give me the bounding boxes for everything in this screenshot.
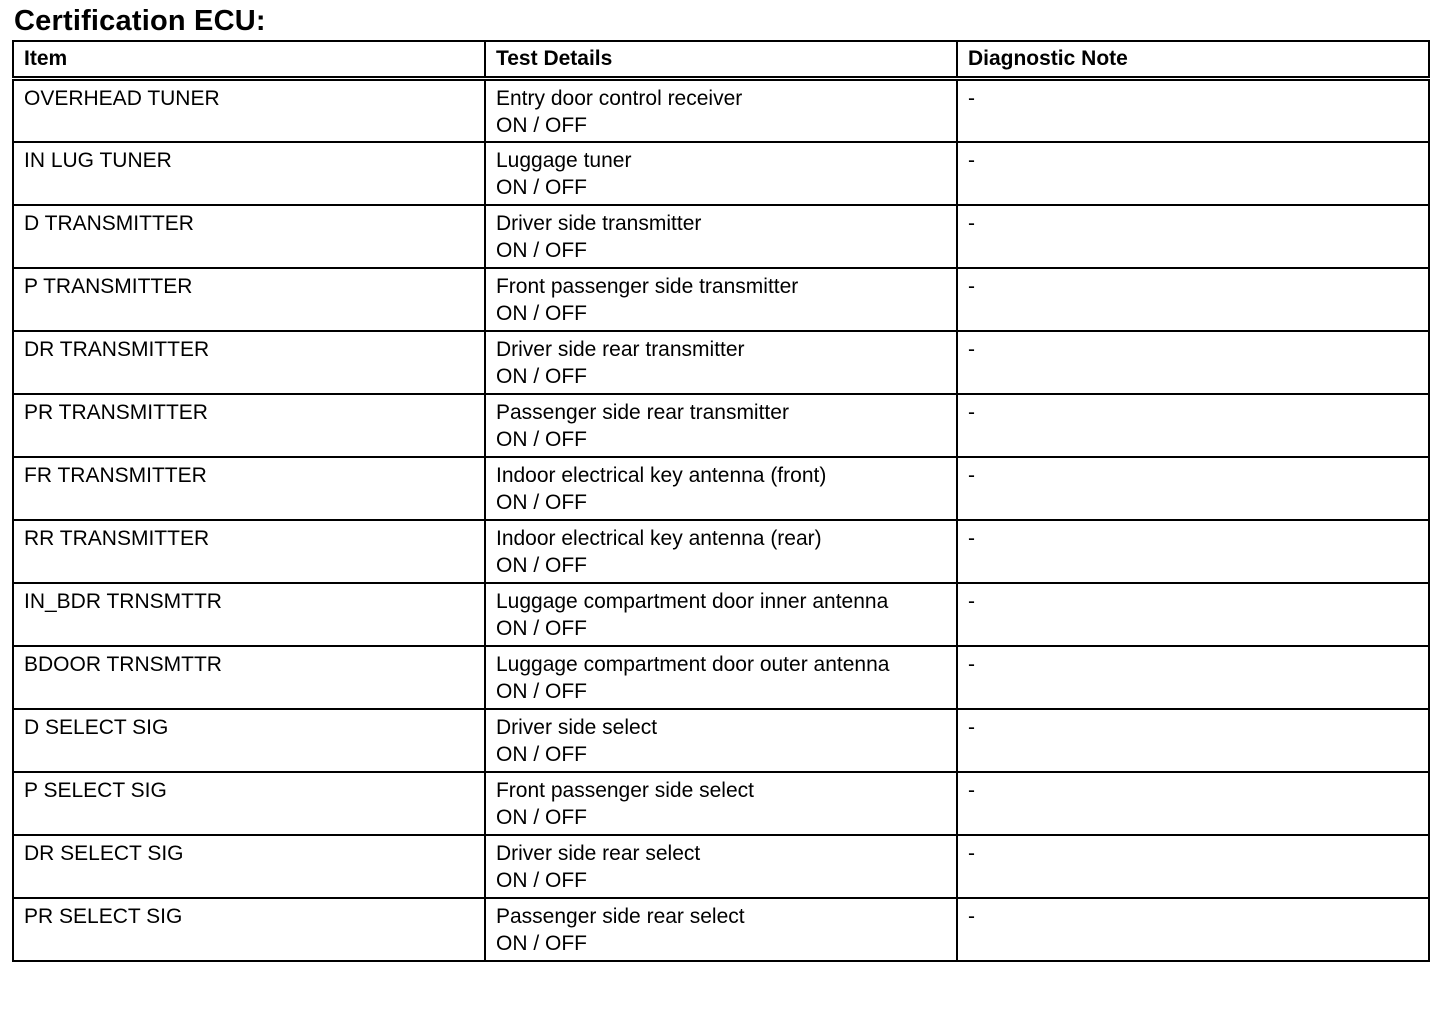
table-row <box>13 142 1429 205</box>
test-detail-description: Passenger side rear transmitter <box>495 400 789 424</box>
test-detail-state: ON / OFF <box>495 553 587 577</box>
test-detail-description: Indoor electrical key antenna (front) <box>495 463 827 487</box>
cell-test-details <box>485 646 957 709</box>
table-row <box>13 583 1429 646</box>
test-detail-description: Indoor electrical key antenna (rear) <box>495 526 822 550</box>
test-detail-state: ON / OFF <box>495 679 587 703</box>
table-row <box>13 79 1429 142</box>
test-detail-description: Entry door control receiver <box>495 87 743 110</box>
cell-diagnostic-note: - <box>957 835 1429 898</box>
cell-item: D SELECT SIG <box>13 709 485 772</box>
test-detail-state: ON / OFF <box>495 616 587 640</box>
cell-test-details <box>485 268 957 331</box>
test-detail-description: Driver side select <box>495 715 658 739</box>
table-row <box>13 646 1429 709</box>
table-row <box>13 898 1429 961</box>
cell-test-details <box>485 835 957 898</box>
test-detail-state: ON / OFF <box>495 238 587 262</box>
test-detail-description: Luggage compartment door inner antenna <box>495 589 889 613</box>
cell-test-details <box>485 142 957 205</box>
cell-test-details <box>485 520 957 583</box>
cell-test-details <box>485 331 957 394</box>
cell-item: RR TRANSMITTER <box>13 520 485 583</box>
cell-diagnostic-note: - <box>957 520 1429 583</box>
cell-test-details <box>485 772 957 835</box>
test-detail-description: Front passenger side select <box>495 778 754 802</box>
cell-diagnostic-note: - <box>957 898 1429 961</box>
table-row <box>13 331 1429 394</box>
cell-diagnostic-note: - <box>957 457 1429 520</box>
test-detail-state: ON / OFF <box>495 742 587 766</box>
table-row <box>13 457 1429 520</box>
test-detail-description: Passenger side rear select <box>495 904 745 928</box>
test-detail-description: Driver side rear select <box>495 841 701 865</box>
cell-item: D TRANSMITTER <box>13 205 485 268</box>
cell-test-details <box>485 205 957 268</box>
test-detail-description: Driver side transmitter <box>495 211 702 235</box>
cell-test-details <box>485 394 957 457</box>
table-body <box>13 79 1429 961</box>
cell-diagnostic-note: - <box>957 79 1429 142</box>
cell-diagnostic-note: - <box>957 331 1429 394</box>
cell-item: P SELECT SIG <box>13 772 485 835</box>
cell-test-details <box>485 583 957 646</box>
cell-test-details <box>485 79 957 142</box>
table-row <box>13 835 1429 898</box>
cell-item: P TRANSMITTER <box>13 268 485 331</box>
cell-diagnostic-note: - <box>957 583 1429 646</box>
cell-diagnostic-note: - <box>957 142 1429 205</box>
test-detail-description: Front passenger side transmitter <box>495 274 799 298</box>
test-detail-description: Driver side rear transmitter <box>495 337 745 361</box>
test-detail-state: ON / OFF <box>495 301 587 325</box>
cell-item: DR SELECT SIG <box>13 835 485 898</box>
diagnostic-table <box>12 40 1430 962</box>
cell-item: PR SELECT SIG <box>13 898 485 961</box>
test-detail-description: Luggage compartment door outer antenna <box>495 652 890 676</box>
cell-test-details <box>485 457 957 520</box>
test-detail-state: ON / OFF <box>495 114 587 137</box>
table-row <box>13 394 1429 457</box>
test-detail-state: ON / OFF <box>495 175 587 199</box>
cell-test-details <box>485 898 957 961</box>
cell-diagnostic-note: - <box>957 646 1429 709</box>
cell-item: PR TRANSMITTER <box>13 394 485 457</box>
header-test-details: Test Details <box>485 41 957 79</box>
table-header-row <box>13 41 1429 79</box>
cell-item: DR TRANSMITTER <box>13 331 485 394</box>
table-row <box>13 709 1429 772</box>
table-row <box>13 520 1429 583</box>
test-detail-state: ON / OFF <box>495 931 587 955</box>
cell-item: OVERHEAD TUNER <box>13 79 485 142</box>
test-detail-state: ON / OFF <box>495 490 587 514</box>
cell-item: BDOOR TRNSMTTR <box>13 646 485 709</box>
test-detail-state: ON / OFF <box>495 427 587 451</box>
test-detail-state: ON / OFF <box>495 805 587 829</box>
header-diagnostic-note: Diagnostic Note <box>957 41 1429 79</box>
header-item: Item <box>13 41 485 79</box>
cell-diagnostic-note: - <box>957 394 1429 457</box>
page-title: Certification ECU: <box>14 5 266 37</box>
test-detail-state: ON / OFF <box>495 364 587 388</box>
cell-item: IN_BDR TRNSMTTR <box>13 583 485 646</box>
cell-diagnostic-note: - <box>957 205 1429 268</box>
cell-diagnostic-note: - <box>957 772 1429 835</box>
table-row <box>13 205 1429 268</box>
table-row <box>13 772 1429 835</box>
cell-diagnostic-note: - <box>957 268 1429 331</box>
cell-item: IN LUG TUNER <box>13 142 485 205</box>
cell-diagnostic-note: - <box>957 709 1429 772</box>
test-detail-state: ON / OFF <box>495 868 587 892</box>
test-detail-description: Luggage tuner <box>495 148 632 172</box>
table-row <box>13 268 1429 331</box>
cell-test-details <box>485 709 957 772</box>
cell-item: FR TRANSMITTER <box>13 457 485 520</box>
